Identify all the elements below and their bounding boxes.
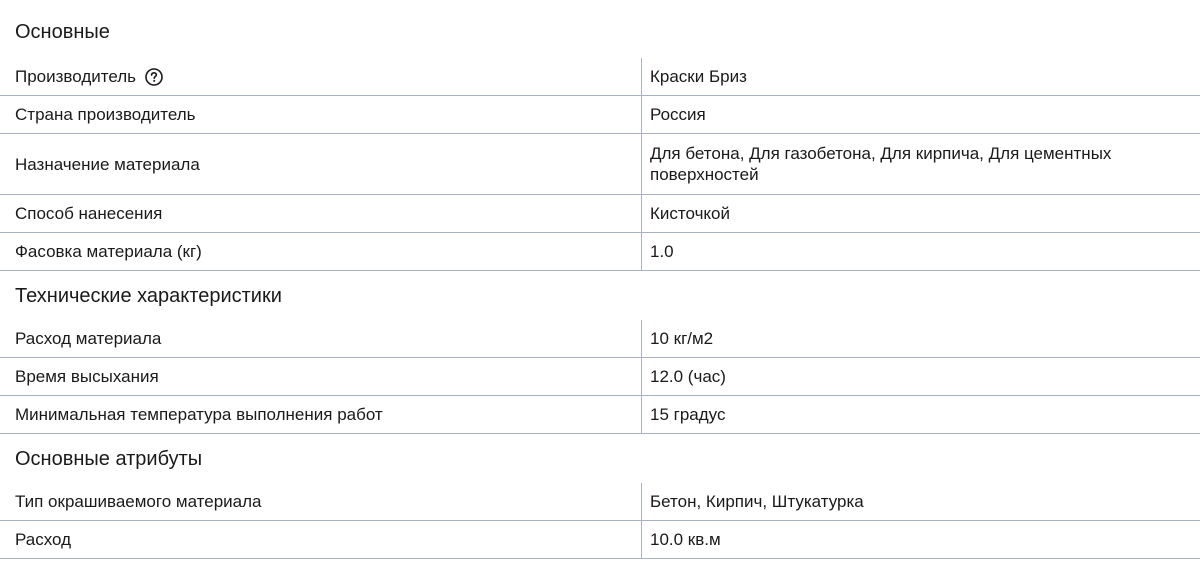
spec-label: Фасовка материала (кг) bbox=[15, 242, 202, 261]
spec-row-min-temp bbox=[0, 396, 1200, 434]
spec-value: Бетон, Кирпич, Штукатурка bbox=[641, 483, 1200, 520]
spec-label-text: Производитель bbox=[15, 67, 137, 86]
spec-table-attributes bbox=[0, 483, 1200, 559]
spec-value: Для бетона, Для газобетона, Для кирпича, Для цементных поверхностей bbox=[641, 134, 1200, 194]
spec-value: 10 кг/м2 bbox=[641, 320, 1200, 357]
spec-label: Расход материала bbox=[15, 329, 162, 348]
section-title-attributes: Основные атрибуты bbox=[15, 448, 203, 470]
spec-label: Расход bbox=[15, 530, 72, 549]
spec-row-package bbox=[0, 233, 1200, 271]
help-circle-icon[interactable] bbox=[145, 68, 163, 86]
section-title-main: Основные bbox=[15, 21, 110, 43]
spec-value: 1.0 bbox=[641, 233, 1200, 270]
spec-value: Кисточкой bbox=[641, 195, 1200, 232]
spec-row-surface-type bbox=[0, 483, 1200, 521]
spec-value: Краски Бриз bbox=[641, 58, 1200, 95]
spec-label: Страна производитель bbox=[15, 105, 196, 124]
spec-row-purpose bbox=[0, 134, 1200, 195]
spec-label: Назначение материала bbox=[15, 154, 200, 174]
spec-row-country bbox=[0, 96, 1200, 134]
section-title-technical: Технические характеристики bbox=[15, 285, 282, 307]
spec-row-application bbox=[0, 195, 1200, 233]
spec-label: Время высыхания bbox=[15, 367, 159, 386]
spec-label: Минимальная температура выполнения работ bbox=[15, 405, 383, 424]
spec-label bbox=[0, 58, 641, 95]
spec-value: 10.0 кв.м bbox=[641, 521, 1200, 558]
spec-label: Способ нанесения bbox=[15, 204, 163, 223]
spec-table-technical bbox=[0, 320, 1200, 434]
spec-row-coverage bbox=[0, 521, 1200, 559]
spec-value: 12.0 (час) bbox=[641, 358, 1200, 395]
spec-label: Тип окрашиваемого материала bbox=[15, 492, 262, 511]
spec-row-drying-time bbox=[0, 358, 1200, 396]
spec-value: 15 градус bbox=[641, 396, 1200, 433]
spec-row-consumption bbox=[0, 320, 1200, 358]
spec-value: Россия bbox=[641, 96, 1200, 133]
spec-table-main bbox=[0, 58, 1200, 271]
spec-row-manufacturer bbox=[0, 58, 1200, 96]
